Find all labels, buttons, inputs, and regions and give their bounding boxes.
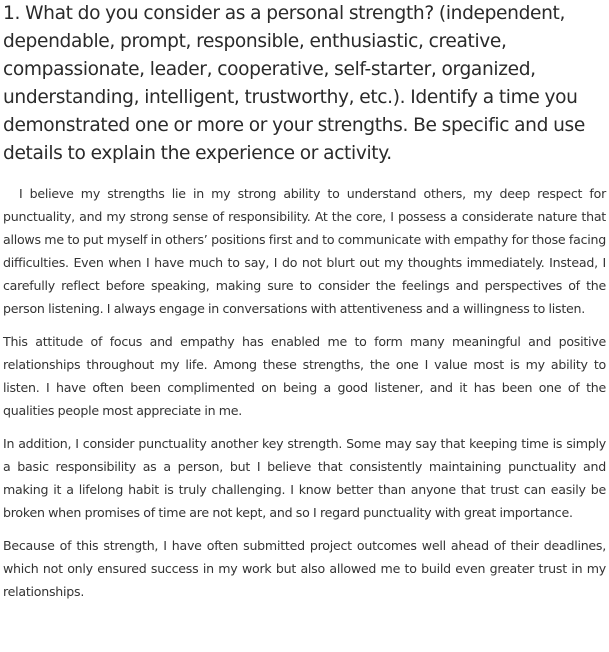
answer-paragraph-3: In addition, I consider punctuality another key strength. Some may say that keeping time is simply a basic responsibility as a person, but I believe that consistently maintaining punctuality and making it a lifelong habit is truly challenging. I know better than anyone that trust can easily be broken when promises of time are not kept, and so I regard punctuality with great importance. [3,436,606,520]
question-heading: 1. What do you consider as a personal strength? (independent, dependable, prompt, responsible, enthusiastic, creative, compassionate, leader, cooperative, self-starter, organized, understanding, intelligent, trustworthy, etc.). Identify a time you demonstrated one or more or your strengths. Be specific and use details to explain the experience or activity. [3,3,585,164]
answer-paragraph-4: Because of this strength, I have often submitted project outcomes well ahead of their deadlines, which not only ensured success in my work but also allowed me to build even greater trust in my relationships. [3,538,606,599]
document-body [3,0,606,613]
answer-paragraph-1: I believe my strengths lie in my strong ability to understand others, my deep respect for punctuality, and my strong sense of responsibility. At the core, I possess a considerate nature that allows me to put myself in others’ positions first and to communicate with empathy for those facing difficulties. Even when I have much to say, I do not blurt out my thoughts immediately. Instead, I carefully reflect before speaking, making sure to consider the feelings and perspectives of the person listening. I always engage in conversations with attentiveness and a willingness to listen. [3,186,606,316]
answer-paragraph-2: This attitude of focus and empathy has enabled me to form many meaningful and positive relationships throughout my life. Among these strengths, the one I value most is my ability to listen. I have often been complimented on being a good listener, and it has been one of the qualities people most appreciate in me. [3,334,606,418]
